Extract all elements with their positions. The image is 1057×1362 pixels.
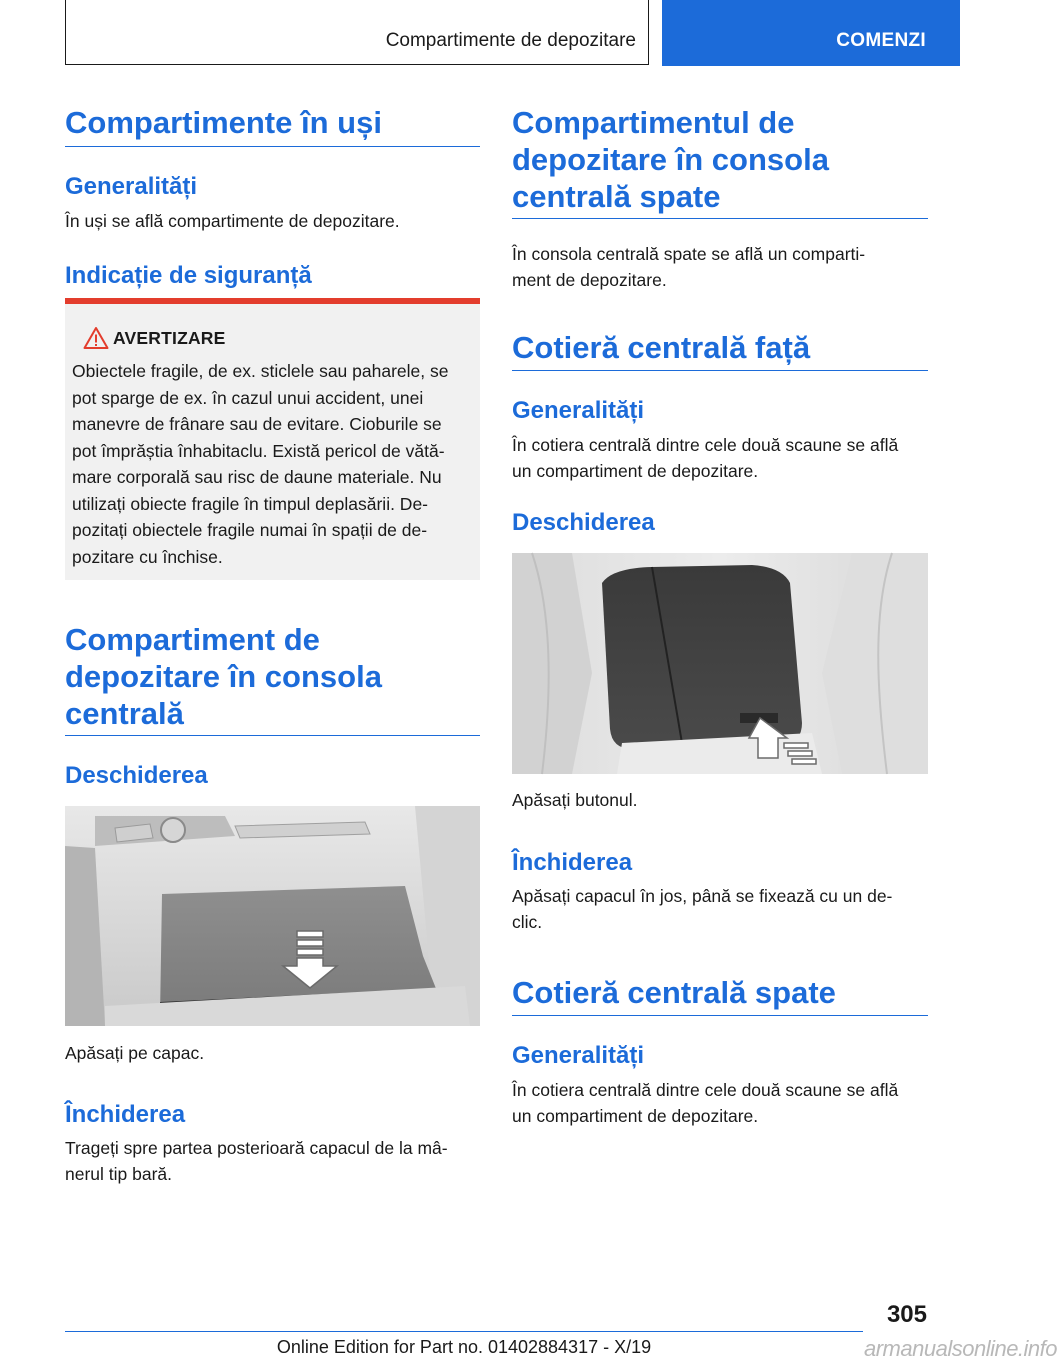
paragraph-close-front — [512, 883, 928, 935]
header-chapter-label: COMENZI — [836, 30, 926, 51]
heading-rear-console-line: depozitare în consola — [512, 142, 829, 177]
paragraph-line: În consola centrală spate se află un comparti- — [512, 244, 866, 264]
paragraph-line: Apăsați capacul în jos, până se fixează cu un de- — [512, 886, 893, 906]
warning-triangle-icon — [83, 326, 109, 350]
paragraph-rear-console — [512, 241, 928, 293]
warning-line: utilizați obiecte fragile în timpul deplasării. De- — [72, 493, 428, 514]
footer-edition: Online Edition for Part no. 01402884317 - X/19 — [276, 1337, 652, 1357]
warning-line: pozitare cu închise. — [72, 546, 223, 567]
heading-rear-armrest-rule — [512, 1015, 928, 1016]
warning-line: pot împrăștia înhabitaclu. Există pericol de vătă- — [72, 440, 445, 461]
paragraph-line: clic. — [512, 912, 543, 932]
warning-line: mare corporală sau risc de daune materiale. Nu — [72, 467, 442, 487]
header-rule-bottom — [65, 64, 649, 65]
heading-doors-rule — [65, 146, 480, 147]
heading-rear-armrest: Cotieră centrală spate — [512, 975, 836, 1010]
warning-line: pozitați obiectele fragile numai în spații de de- — [72, 520, 428, 540]
heading-front-armrest-rule — [512, 370, 928, 371]
subheading-open-front: Deschiderea — [512, 509, 655, 536]
subheading-safety: Indicație de siguranță — [65, 262, 312, 289]
subheading-close-front: Închiderea — [512, 849, 633, 876]
paragraph-line: ment de depozitare. — [512, 270, 667, 290]
console-open-illustration — [65, 806, 480, 1026]
paragraph-general-front — [512, 432, 928, 484]
subheading-open-console: Deschiderea — [65, 762, 208, 789]
armrest-open-illustration — [512, 553, 928, 774]
warning-body — [72, 358, 475, 570]
warning-line: Obiectele fragile, de ex. sticlele sau paharele, se — [72, 361, 449, 381]
warning-line: pot sparge de ex. în cazul unui accident, unei — [72, 387, 424, 408]
heading-doors: Compartimente în uși — [65, 105, 382, 140]
heading-console-rule — [65, 735, 480, 736]
paragraph-general-rear — [512, 1077, 928, 1129]
paragraph-line: nerul tip bară. — [65, 1164, 173, 1184]
heading-rear-console — [512, 104, 928, 215]
heading-rear-console-line: centrală spate — [512, 179, 721, 214]
heading-front-armrest: Cotieră centrală față — [512, 330, 811, 365]
paragraph-open-front: Apăsați butonul. — [512, 790, 638, 810]
page-number: 305 — [886, 1301, 927, 1328]
header-section-title: Compartimente de depozitare — [385, 30, 636, 51]
heading-console — [65, 621, 480, 732]
paragraph-line: un compartiment de depozitare. — [512, 461, 759, 481]
heading-console-line: depozitare în consola — [65, 659, 382, 694]
heading-console-line: Compartiment de — [65, 622, 320, 657]
subheading-close-console: Închiderea — [65, 1101, 186, 1128]
heading-rear-console-line: Compartimentul de — [512, 105, 795, 140]
console-open-illustration-svg — [65, 806, 480, 1026]
paragraph-line: În cotiera centrală dintre cele două scaune se află — [512, 1080, 899, 1100]
watermark: armanualsonline.info — [864, 1336, 1057, 1361]
heading-rear-console-rule — [512, 218, 928, 219]
paragraph-line: În cotiera centrală dintre cele două scaune se află — [512, 435, 899, 455]
paragraph-close-console — [65, 1135, 480, 1187]
paragraph-line: un compartiment de depozitare. — [512, 1106, 759, 1126]
subheading-general-rear: Generalități — [512, 1042, 645, 1069]
header-rule-right — [648, 0, 649, 64]
paragraph-open-console: Apăsați pe capac. — [65, 1043, 205, 1063]
warning-box — [65, 304, 480, 580]
armrest-open-illustration-svg — [512, 553, 928, 774]
footer-rule — [65, 1331, 863, 1332]
subheading-general-front: Generalități — [512, 397, 645, 424]
heading-console-line: centrală — [65, 696, 184, 731]
paragraph-general-doors: În uși se află compartimente de depozitare. — [65, 211, 400, 231]
paragraph-line: Trageți spre partea posterioară capacul de la mâ- — [65, 1138, 448, 1158]
header-chapter-tab[interactable] — [662, 0, 960, 66]
warning-line: manevre de frânare sau de evitare. Cioburile se — [72, 414, 442, 434]
subheading-general-doors: Generalități — [65, 173, 198, 200]
warning-title: AVERTIZARE — [113, 328, 226, 348]
